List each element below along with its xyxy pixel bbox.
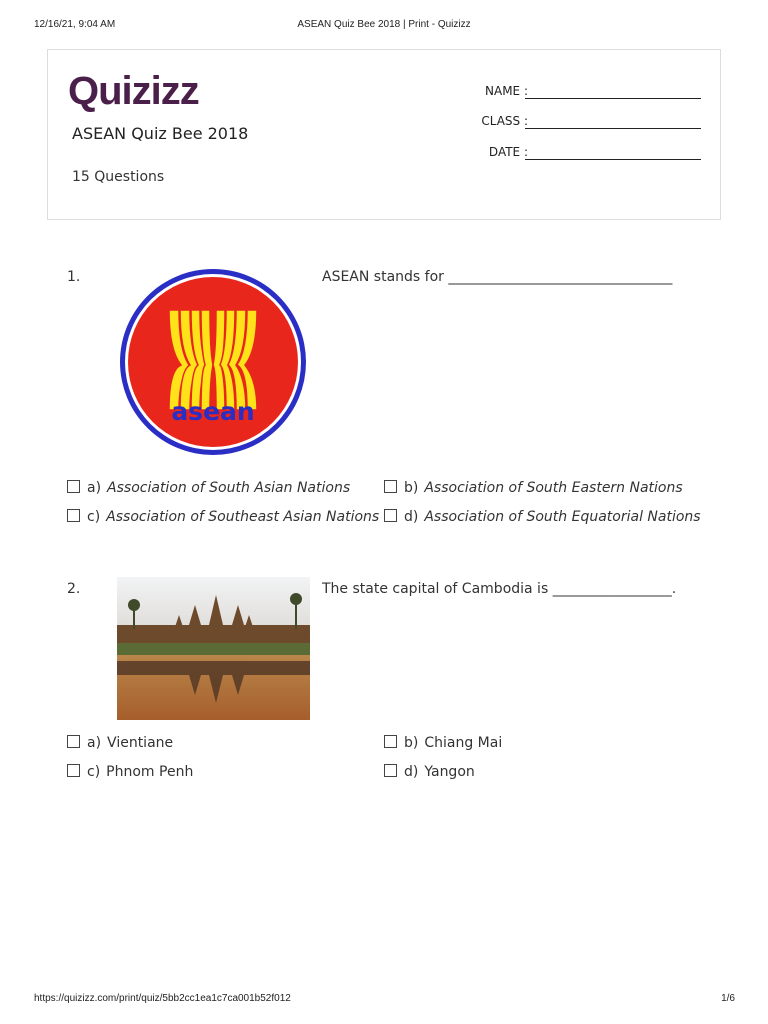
question-1-option-a[interactable] [67, 480, 350, 500]
option-text: Association of South Asian Nations [107, 480, 351, 496]
option-text: Association of Southeast Asian Nations [106, 509, 380, 525]
emblem-asean-text: asean [171, 397, 255, 426]
checkbox[interactable] [67, 480, 80, 493]
question-2-text: The state capital of Cambodia is _________________. [322, 581, 677, 597]
checkbox[interactable] [384, 509, 397, 522]
print-datetime: 12/16/21, 9:04 AM [34, 19, 116, 30]
photo-grass [117, 643, 310, 655]
logo-wordmark: Quizizz [68, 69, 199, 112]
name-label: NAME : [485, 84, 528, 98]
question-1-text: ASEAN stands for ________________________________ [322, 269, 673, 285]
question-count: 15 Questions [72, 169, 165, 185]
question-2-option-a[interactable] [67, 735, 173, 755]
question-2-option-b[interactable] [384, 735, 502, 755]
option-letter: c) [87, 509, 101, 525]
option-text: Chiang Mai [424, 735, 503, 751]
checkbox[interactable] [67, 764, 80, 777]
question-1-option-c[interactable] [67, 509, 379, 529]
option-letter: a) [87, 480, 102, 496]
quizizz-logo [68, 68, 208, 112]
option-letter: c) [87, 764, 101, 780]
checkbox[interactable] [67, 735, 80, 748]
date-field[interactable] [448, 145, 708, 165]
option-text: Association of South Equatorial Nations [424, 509, 701, 525]
print-page-title: ASEAN Quiz Bee 2018 | Print - Quizizz [297, 19, 471, 30]
question-1-option-d[interactable] [384, 509, 701, 529]
option-letter: b) [404, 480, 419, 496]
option-text: Yangon [424, 764, 475, 780]
option-letter: b) [404, 735, 419, 751]
date-line[interactable] [525, 159, 701, 160]
option-letter: d) [404, 509, 419, 525]
name-field[interactable] [448, 84, 708, 104]
print-page-number: 1/6 [721, 993, 735, 1004]
quiz-header-card [47, 49, 721, 220]
checkbox[interactable] [384, 764, 397, 777]
checkbox[interactable] [384, 480, 397, 493]
checkbox[interactable] [384, 735, 397, 748]
question-2-option-d[interactable] [384, 764, 475, 784]
print-url[interactable]: https://quizizz.com/print/quiz/5bb2cc1ea1c7ca001b52f012 [34, 993, 291, 1004]
question-2-option-c[interactable] [67, 764, 193, 784]
question-2-number: 2. [67, 581, 81, 597]
asean-emblem [119, 268, 307, 456]
option-letter: a) [87, 735, 102, 751]
option-text: Association of South Eastern Nations [424, 480, 683, 496]
angkor-wat-photo [117, 577, 310, 720]
class-line[interactable] [525, 128, 701, 129]
date-label: DATE : [488, 145, 528, 159]
name-line[interactable] [525, 98, 701, 99]
checkbox[interactable] [67, 509, 80, 522]
class-field[interactable] [448, 114, 708, 134]
class-label: CLASS : [481, 114, 528, 128]
question-1-number: 1. [67, 269, 81, 285]
quiz-title: ASEAN Quiz Bee 2018 [72, 124, 249, 143]
option-text: Phnom Penh [106, 764, 194, 780]
option-text: Vientiane [107, 735, 174, 751]
question-1-option-b[interactable] [384, 480, 683, 500]
option-letter: d) [404, 764, 419, 780]
